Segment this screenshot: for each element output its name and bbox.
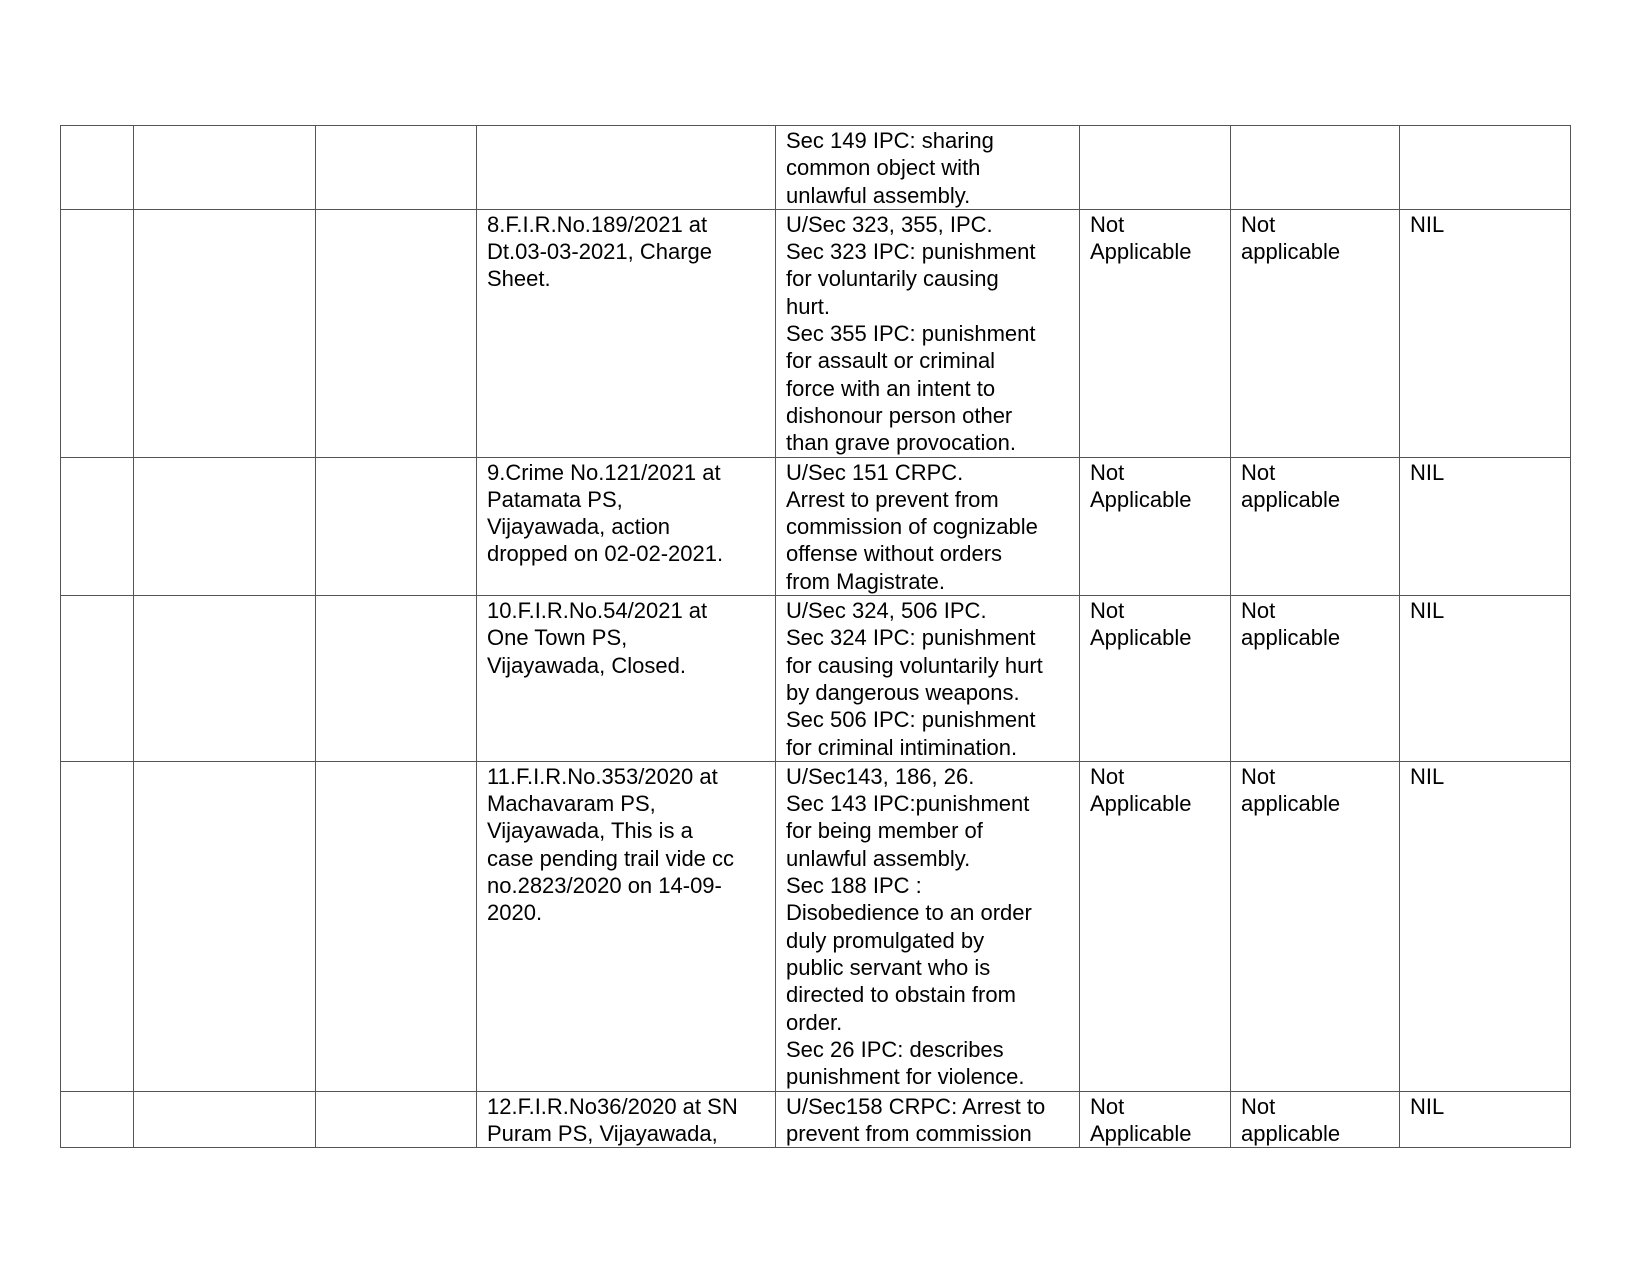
cell-text-line: for being member of [786,818,983,844]
cell-text-line: from Magistrate. [786,568,945,594]
cell-text-line: Applicable [1090,486,1192,512]
cell-text-line: Sec 149 IPC: sharing [786,128,994,153]
case-details-cell [477,761,776,1091]
cell-text-line: NIL [1410,598,1445,624]
cell-text-line: commission of cognizable [786,514,1038,540]
cell-text-line: Puram PS, Vijayawada, [487,1121,718,1147]
cell-text-line: U/Sec 151 CRPC. [786,459,964,485]
col8-cell [1400,1091,1571,1148]
cell-text-line: U/Sec 324, 506 IPC. [786,598,987,624]
col3-cell [316,457,477,595]
cell-text-line: Sec 188 IPC : [786,873,922,899]
cell-text-line: Not [1241,763,1276,789]
cell-text-line: Applicable [1090,625,1192,651]
case-details-cell [477,1091,776,1148]
col8-cell [1400,457,1571,595]
cell-text-line: directed to obstain from [786,982,1016,1008]
serial-cell [61,596,134,762]
col3-cell [316,1091,477,1148]
cell-text-line: Not [1090,211,1125,237]
col3-cell [316,126,477,210]
cell-text-line: for voluntarily causing [786,266,999,292]
cell-text-line: order. [786,1009,843,1035]
col3-cell [316,596,477,762]
cell-text-line: Patamata PS, [487,486,623,512]
cell-text-line: Sec 143 IPC:punishment [786,791,1030,817]
case-table [60,125,1571,1148]
cell-text-line: Not [1090,1093,1125,1119]
col6-cell [1080,126,1231,210]
cell-text-line: NIL [1410,211,1445,237]
cell-text-line: applicable [1241,1121,1341,1147]
sections-cell [776,126,1080,210]
cell-text-line: Sec 355 IPC: punishment [786,321,1036,347]
col7-cell [1231,761,1400,1091]
cell-text-line: Vijayawada, Closed. [487,652,686,678]
cell-text-line: no.2823/2020 on 14-09- [487,873,722,899]
col8-cell [1400,596,1571,762]
sections-cell [776,457,1080,595]
cell-text-line: 11.F.I.R.No.353/2020 at [487,763,718,789]
serial-cell [61,209,134,457]
cell-text-line: U/Sec 323, 355, IPC. [786,211,993,237]
table-row [61,457,1571,595]
cell-text-line: Applicable [1090,239,1192,265]
cell-text-line: Applicable [1090,791,1192,817]
cell-text-line: Vijayawada, This is a [487,818,693,844]
table-row [61,126,1571,210]
cell-text-line: common object with [786,155,981,181]
col8-cell [1400,126,1571,210]
col7-cell [1231,126,1400,210]
serial-cell [61,457,134,595]
case-details-cell [477,457,776,595]
cell-text-line: One Town PS, [487,625,628,651]
cell-text-line: Sec 324 IPC: punishment [786,625,1036,651]
cell-text-line: Not [1090,598,1125,624]
cell-text-line: Not [1241,459,1276,485]
cell-text-line: duly promulgated by [786,927,985,953]
col3-cell [316,209,477,457]
sections-cell [776,1091,1080,1148]
cell-text-line: Applicable [1090,1121,1192,1147]
cell-text-line: applicable [1241,625,1341,651]
cell-text-line: dropped on 02-02-2021. [487,541,724,567]
col6-cell [1080,457,1231,595]
col2-cell [134,126,316,210]
col8-cell [1400,761,1571,1091]
table-row [61,1091,1571,1148]
cell-text-line: public servant who is [786,954,991,980]
table-body [61,126,1571,1148]
cell-text-line: Sec 323 IPC: punishment [786,239,1036,265]
cell-text-line: force with an intent to [786,375,996,401]
cell-text-line: NIL [1410,763,1445,789]
cell-text-line: offense without orders [786,541,1003,567]
sections-cell [776,209,1080,457]
table-row [61,596,1571,762]
case-details-cell [477,126,776,210]
cell-text-line: U/Sec158 CRPC: Arrest to [786,1093,1046,1119]
col6-cell [1080,1091,1231,1148]
cell-text-line: than grave provocation. [786,430,1016,456]
cell-text-line: unlawful assembly. [786,845,971,871]
col2-cell [134,596,316,762]
cell-text-line: Not [1241,598,1276,624]
table-row [61,761,1571,1091]
col3-cell [316,761,477,1091]
cell-text-line: NIL [1410,459,1445,485]
cell-text-line: case pending trail vide cc [487,845,735,871]
col2-cell [134,209,316,457]
col6-cell [1080,209,1231,457]
cell-text-line: hurt. [786,293,831,319]
sections-cell [776,596,1080,762]
col8-cell [1400,209,1571,457]
cell-text-line: applicable [1241,239,1341,265]
sections-cell [776,761,1080,1091]
cell-text-line: applicable [1241,486,1341,512]
cell-text-line: Disobedience to an order [786,900,1032,926]
cell-text-line: Dt.03-03-2021, Charge [487,239,713,265]
col7-cell [1231,209,1400,457]
cell-text-line: prevent from commission [786,1121,1032,1147]
cell-text-line: Not [1090,459,1125,485]
col6-cell [1080,761,1231,1091]
col2-cell [134,761,316,1091]
cell-text-line: Sheet. [487,266,551,292]
cell-text-line: applicable [1241,791,1341,817]
cell-text-line: Sec 506 IPC: punishment [786,707,1036,733]
serial-cell [61,761,134,1091]
case-details-cell [477,596,776,762]
col6-cell [1080,596,1231,762]
cell-text-line: 2020. [487,900,543,926]
cell-text-line: 12.F.I.R.No36/2020 at SN [487,1093,738,1119]
cell-text-line: NIL [1410,1093,1445,1119]
col7-cell [1231,596,1400,762]
cell-text-line: for criminal intimination. [786,734,1018,760]
cell-text-line: for causing voluntarily hurt [786,652,1043,678]
cell-text-line: for assault or criminal [786,348,996,374]
cell-text-line: punishment for violence. [786,1064,1025,1090]
cell-text-line: unlawful assembly. [786,182,971,208]
col2-cell [134,1091,316,1148]
cell-text-line: 10.F.I.R.No.54/2021 at [487,598,708,624]
cell-text-line: Not [1241,1093,1276,1119]
cell-text-line: 9.Crime No.121/2021 at [487,459,721,485]
cell-text-line: Sec 26 IPC: describes [786,1036,1004,1062]
cell-text-line: 8.F.I.R.No.189/2021 at [487,211,708,237]
table-row [61,209,1571,457]
cell-text-line: by dangerous weapons. [786,679,1020,705]
cell-text-line: Vijayawada, action [487,514,671,540]
cell-text-line: dishonour person other [786,402,1013,428]
cell-text-line: Arrest to prevent from [786,486,999,512]
col7-cell [1231,457,1400,595]
cell-text-line: Not [1090,763,1125,789]
serial-cell [61,126,134,210]
cell-text-line: Machavaram PS, [487,791,656,817]
col2-cell [134,457,316,595]
cell-text-line: Not [1241,211,1276,237]
serial-cell [61,1091,134,1148]
cell-text-line: U/Sec143, 186, 26. [786,763,975,789]
col7-cell [1231,1091,1400,1148]
case-details-cell [477,209,776,457]
